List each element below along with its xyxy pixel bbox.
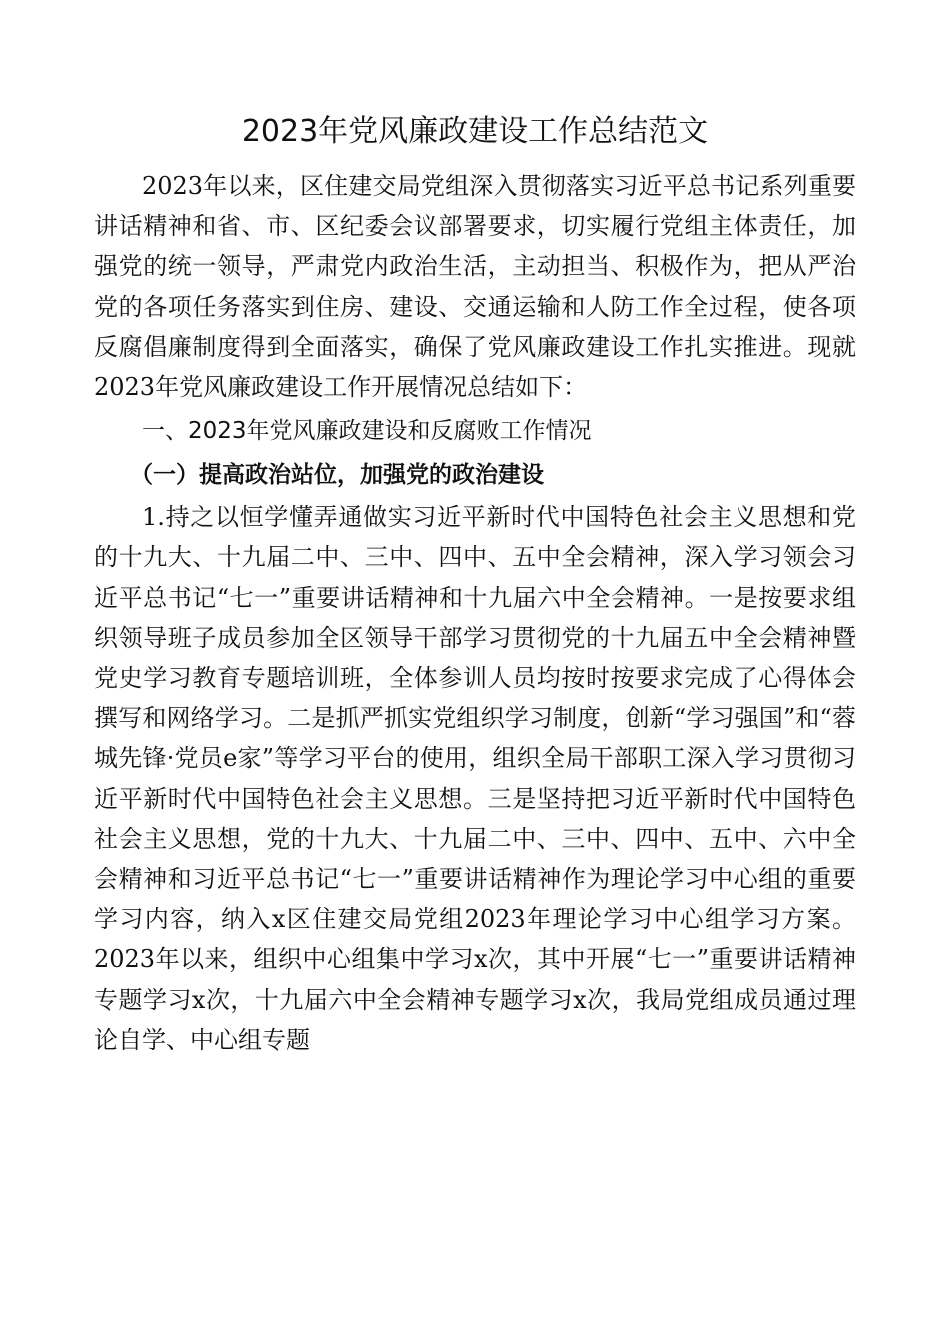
section-heading: 一、2023年党风廉政建设和反腐败工作情况 [142, 418, 592, 445]
body-paragraph: 1.持之以恒学懂弄通做实习近平新时代中国特色社会主义思想和党的十九大、十九届二中、三中、四中、五中全会精神，深入学习领会习近平总书记“七一”重要讲话精神和十九届六中全会精神。一是按要求组织领导班子成员参加全区领导干部学习贯彻党的十九届五中全会精神暨党史学习教育专题培训班，全体参训人员均按时按要求完成了心得体会撰写和网络学习。二是抓严抓实党组织学习制度，创新“学习强国”和“蓉城先锋·党员e家”等学习平台的使用，组织全局干部职工深入学习贯彻习近平新时代中国特色社会主义思想。三是坚持把习近平新时代中国特色社会主义思想，党的十九大、十九届二中、三中、四中、五中、六中全会精神和习近平总书记“七一”重要讲话精神作为理论学习中心组的重要学习内容，纳入x区住建交局党组2023年理论学习中心组学习方案。2023年以来，组织中心组集中学习x次，其中开展“七一”重要讲话精神专题学习x次，十九届六中全会精神专题学习x次，我局党组成员通过理论自学、中心组专题 [94, 503, 856, 1054]
intro-paragraph: 2023年以来，区住建交局党组深入贯彻落实习近平总书记系列重要讲话精神和省、市、区纪委会议部署要求，切实履行党组主体责任，加强党的统一领导，严肃党内政治生活，主动担当、积极作为，把从严治党的各项任务落实到住房、建设、交通运输和人防工作全过程，使各项反腐倡廉制度得到全面落实，确保了党风廉政建设工作扎实推进。现就2023年党风廉政建设工作开展情况总结如下： [94, 172, 856, 402]
document-title: 2023年党风廉政建设工作总结范文 [241, 114, 709, 149]
document-page [94, 104, 856, 1060]
subsection-heading: （一）提高政治站位，加强党的政治建设 [130, 462, 544, 489]
